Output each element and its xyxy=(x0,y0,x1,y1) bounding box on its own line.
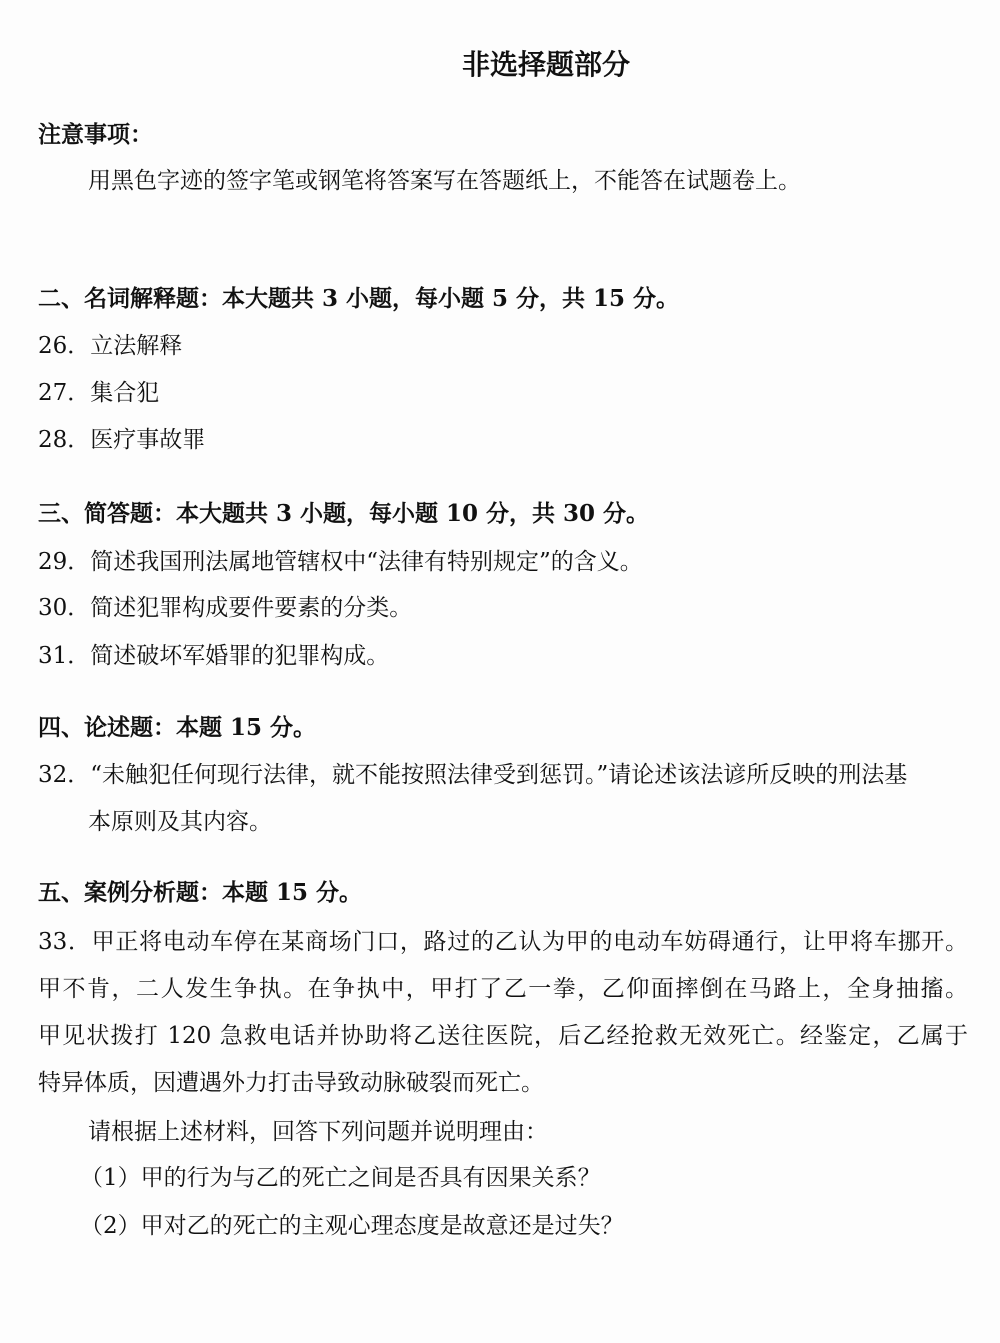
notice-heading: 注意事项： xyxy=(38,121,153,148)
question-33-line: 甲见状拨打 120 急救电话并协助将乙送往医院，后乙经抢救无效死亡。经鉴定，乙属于 xyxy=(38,1023,968,1049)
notice-text: 用黑色字迹的签字笔或钢笔将答案写在答题纸上，不能答在试题卷上。 xyxy=(88,168,801,194)
question-30: 30．简述犯罪构成要件要素的分类。 xyxy=(38,595,413,621)
question-32-cont: 本原则及其内容。 xyxy=(88,809,272,835)
question-33-line: 特异体质，因遭遇外力打击导致动脉破裂而死亡。 xyxy=(38,1070,544,1096)
question-27: 27．集合犯 xyxy=(38,380,160,406)
question-31: 31．简述破坏军婚罪的犯罪构成。 xyxy=(38,643,390,669)
section-heading-3: 三、简答题：本大题共 3 小题，每小题 10 分，共 30 分。 xyxy=(38,500,650,527)
section-heading-5: 五、案例分析题：本题 15 分。 xyxy=(38,879,363,906)
question-33-prompt: 请根据上述材料，回答下列问题并说明理由： xyxy=(88,1119,548,1145)
question-26: 26．立法解释 xyxy=(38,333,183,359)
question-29: 29．简述我国刑法属地管辖权中“法律有特别规定”的含义。 xyxy=(38,549,643,575)
question-33-line: 33．甲正将电动车停在某商场门口，路过的乙认为甲的电动车妨碍通行，让甲将车挪开。 xyxy=(38,929,968,955)
sub-question-2: （2）甲对乙的死亡的主观心理态度是故意还是过失？ xyxy=(80,1213,624,1239)
question-32: 32．“未触犯任何现行法律，就不能按照法律受到惩罚。”请论述该法谚所反映的刑法基 xyxy=(38,762,908,788)
page-title: 非选择题部分 xyxy=(461,48,630,81)
section-heading-4: 四、论述题：本题 15 分。 xyxy=(38,714,317,741)
sub-question-1: （1）甲的行为与乙的死亡之间是否具有因果关系？ xyxy=(80,1165,601,1191)
question-33-line: 甲不肯，二人发生争执。在争执中，甲打了乙一拳，乙仰面摔倒在马路上，全身抽搐。 xyxy=(38,976,968,1002)
section-heading-2: 二、名词解释题：本大题共 3 小题，每小题 5 分，共 15 分。 xyxy=(38,285,680,312)
question-28: 28．医疗事故罪 xyxy=(38,427,206,453)
